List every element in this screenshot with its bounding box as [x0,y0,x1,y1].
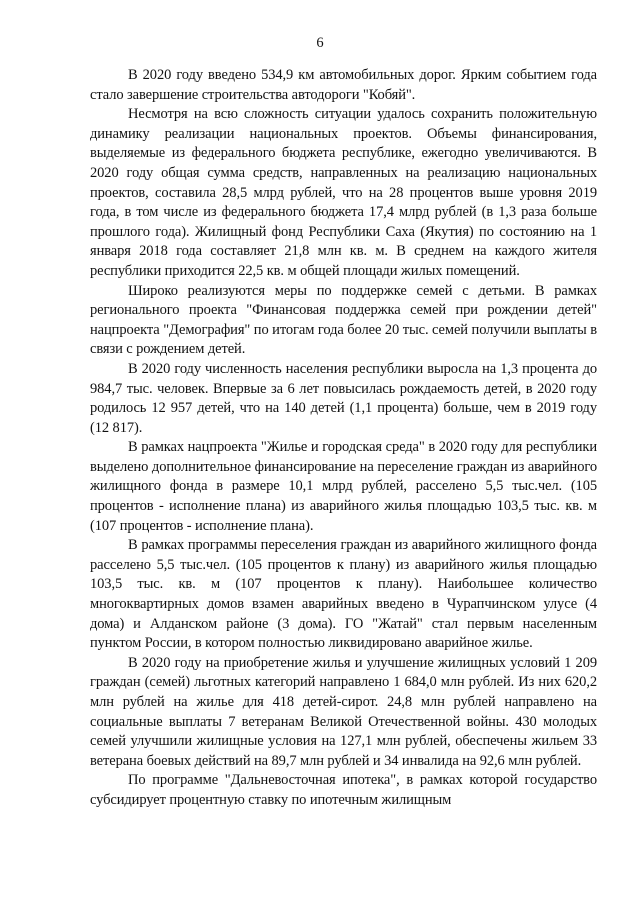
paragraph-resettlement: В рамках программы переселения граждан из аварийного жилищного фонда расселено 5,5 тыс.чел. (105 процентов к плану) из аварийного жилья площадью 103,5 тыс. кв. м (107 процентов к плану). Наибольшее количество многоквартирных домов взамен аварийных введено в Чурапчинском улусе (4 дома) и Алданском районе (3 дома). ГО "Жатай" стал первым населенным пунктом России, в котором полностью ликвидировано аварийное жилье. [90,537,597,652]
paragraph-roads: В 2020 году введено 534,9 км автомобильных дорог. Ярким событием года стало завершение строительства автодороги "Кобяй". [90,67,597,103]
paragraph-far-east-mortgage: По программе "Дальневосточная ипотека", в рамках которой государство субсидирует процентную ставку по ипотечным жилищным [90,772,597,808]
paragraph-population: В 2020 году численность населения республики выросла на 1,3 процента до 984,7 тыс. человек. Впервые за 6 лет повысилась рождаемость детей, в 2020 году родилось 12 957 детей, что на 140 детей (1,1 процента) больше, чем в 2019 году (12 817). [90,360,597,436]
paragraph-housing-project: В рамках нацпроекта "Жилье и городская среда" в 2020 году для республики выделено дополнительное финансирование на переселение граждан из аварийного жилищного фонда в размере 10,1 млрд рублей, расселено 5,5 тыс.чел. (105 процентов - исполнение плана) из аварийного жилья площадью 103,5 тыс. кв. м (107 процентов - исполнение плана). [90,439,597,534]
paragraph-preferential-housing: В 2020 году на приобретение жилья и улучшение жилищных условий 1 209 граждан (семей) льготных категорий направлено 1 684,0 млн рублей. Из них 620,2 млн рублей на жилье для 418 детей-сирот. 24,8 млн рублей направлено на социальные выплаты 7 ветеранам Великой Отечественной войны. 430 молодых семей улучшили жилищные условия на 127,1 млн рублей, обеспечены жильем 33 ветерана боевых действий на 89,7 млн рублей и 34 инвалида на 92,6 млн рублей. [90,654,597,769]
body-text [90,66,597,811]
page-number: 6 [316,35,324,51]
paragraph-national-projects: Несмотря на всю сложность ситуации удалось сохранить положительную динамику реализации национальных проектов. Объемы финансирования, выделяемые из федерального бюджета республике, ежегодно увеличиваются. В 2020 году общая сумма средств, направленных на реализацию национальных проектов, составила 28,5 млрд рублей, что на 28 процентов выше уровня 2019 года, в том числе из федерального бюджета 17,4 млрд рублей (в 1,3 раза больше прошлого года). Жилищный фонд Республики Саха (Якутия) по состоянию на 1 января 2018 года составляет 21,8 млн кв. м. В среднем на каждого жителя республики приходится 22,5 кв. м общей площади жилых помещений. [90,106,597,279]
paragraph-family-support: Широко реализуются меры по поддержке семей с детьми. В рамках регионального проекта "Финансовая поддержка семей при рождении детей" нацпроекта "Демография" по итогам года более 20 тыс. семей получили выплаты в связи с рождением детей. [90,282,597,358]
